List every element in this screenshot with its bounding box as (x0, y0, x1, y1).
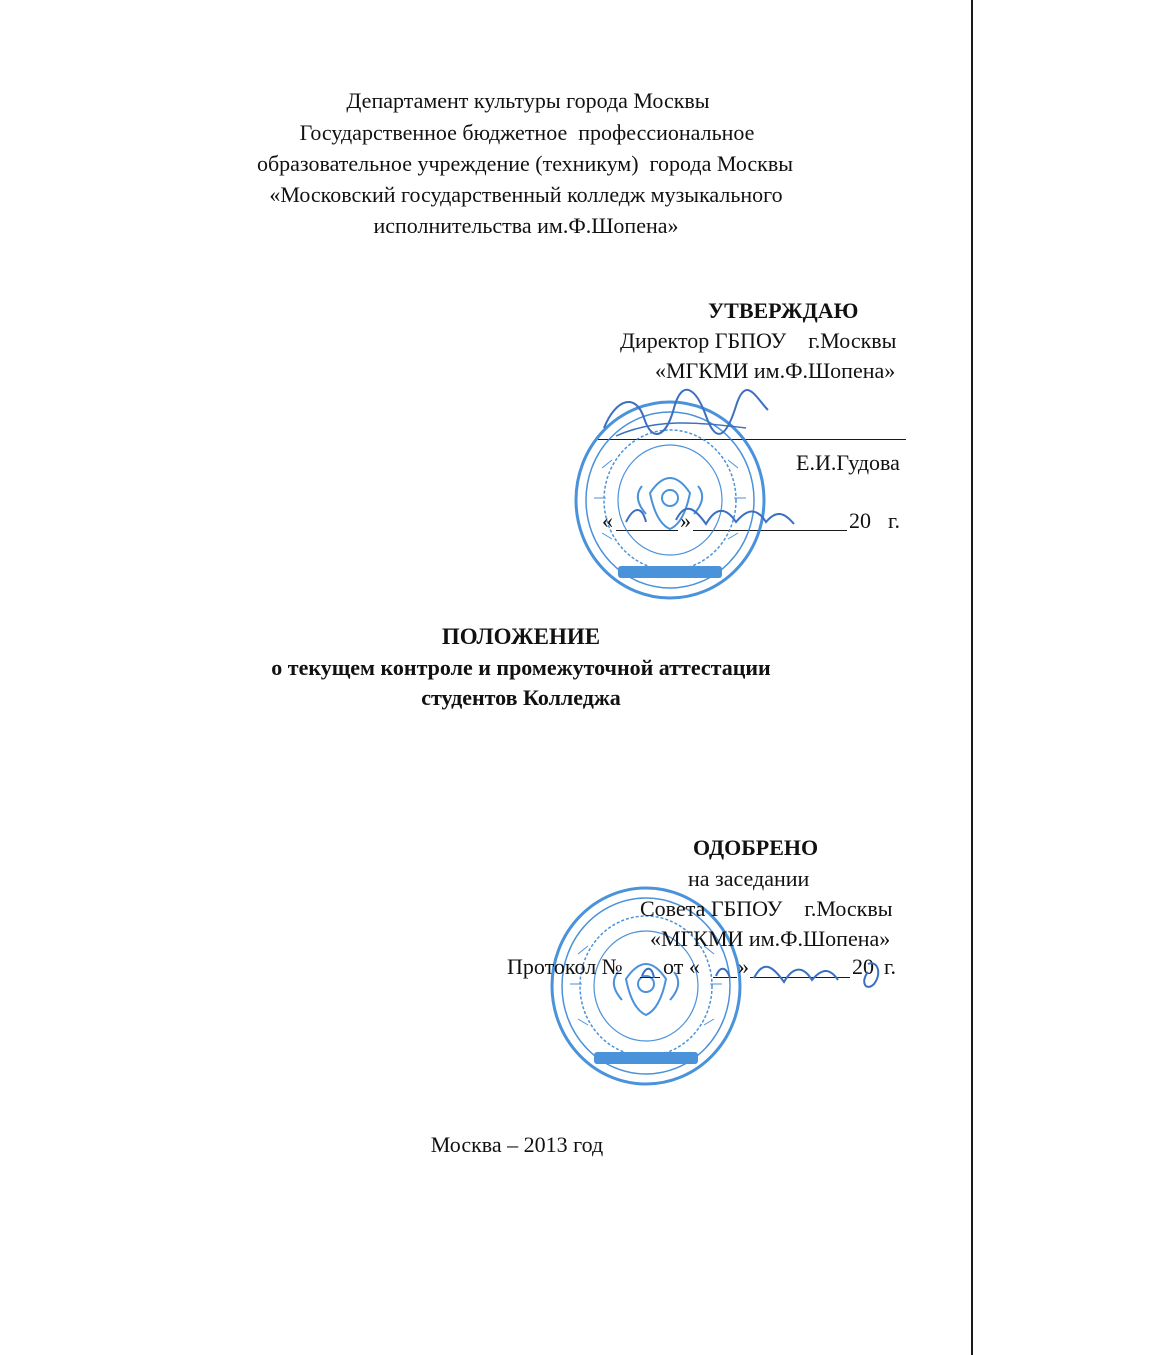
approval-position: Директор ГБПОУ г.Москвы (620, 328, 897, 353)
protocol-year: 20 (852, 954, 874, 979)
approval-organization: «МГКМИ им.Ф.Шопена» (655, 358, 896, 383)
document-subtitle-line-2: студентов Колледжа (421, 685, 621, 710)
protocol-suffix: г. (884, 954, 897, 979)
approval-date-open-quote: « (602, 508, 613, 533)
page-edge-line (971, 0, 973, 1355)
council-line-3: «МГКМИ им.Ф.Шопена» (650, 926, 891, 951)
document-type-title: ПОЛОЖЕНИЕ (441, 624, 601, 649)
director-signature (596, 388, 776, 448)
header-line-2: Государственное бюджетное профессиональное (299, 120, 755, 145)
protocol-from: от « (663, 954, 700, 979)
approval-date-suffix: г. (888, 508, 901, 533)
approval-name: Е.И.Гудова (796, 450, 900, 475)
approval-heading: УТВЕРЖДАЮ (708, 298, 859, 323)
approval-date-close-quote: » (680, 508, 691, 533)
protocol-handwritten-date (636, 950, 900, 994)
approval-date-year: 20 (849, 508, 871, 533)
protocol-label: Протокол № (507, 954, 623, 979)
approval-handwritten-date (606, 492, 846, 536)
council-heading: ОДОБРЕНО (693, 835, 819, 860)
header-line-3: образовательное учреждение (техникум) города Москвы (256, 151, 794, 176)
header-line-5: исполнительства им.Ф.Шопена» (373, 213, 679, 238)
protocol-close-quote: » (738, 954, 749, 979)
footer-city-year: Москва – 2013 год (430, 1132, 604, 1157)
header-line-4: «Московский государственный колледж музыкального (269, 182, 783, 207)
header-line-1: Департамент культуры города Москвы (346, 88, 710, 113)
document-subtitle-line-1: о текущем контроле и промежуточной аттестации (271, 655, 771, 680)
council-line-2: Совета ГБПОУ г.Москвы (640, 896, 893, 921)
council-line-1: на заседании (688, 866, 810, 891)
